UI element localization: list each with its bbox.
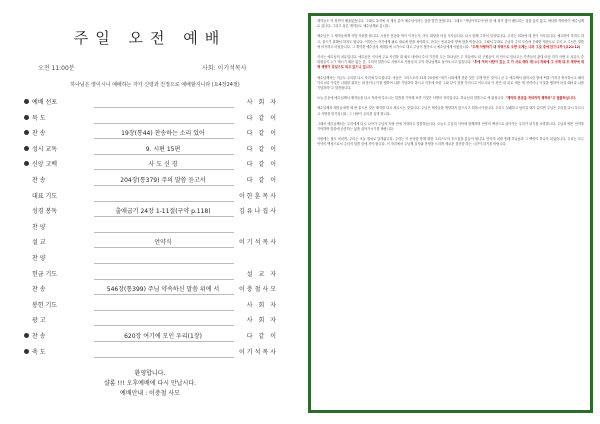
order-label-text: 대표 기도 <box>32 192 58 200</box>
order-label <box>24 254 92 264</box>
bullet-icon <box>24 130 29 135</box>
order-label <box>24 301 92 311</box>
paragraph-text: 예수님께서는 지금도 우리를 다시 자리에 부르십니다. 마음은 그리스도의 12장 25절에 "내가 너희에게 전한 것은 주께 받은 것이니 곧 주 예수께서 잡히시던 밤에 떡을 가지사 축사하시고 떼어 이르시되 이것은 너희를 위하는 내 몸이니 이를 행하여 나를 기념하라 하시고 식후에 또한 그와 같이 잔을 가지시고 이르시되 이 잔은 내 피로 세운 새 언약이니 이것을 행하여 마실 때마다 나를 기념하라"고 말씀합니다. <box>317 75 584 91</box>
paragraph-text: 식사는 예수님의 치유입니다. 예수님은 식사에 주요 사건을 위 좌도 내에서 수사 기간을 두는 하나님은 주 모습에도 되 구원들이 의 안으로 만나고는 가족들의 관대 마음 각각 사람 도 치유도 중 회원들이 누구 계시기 때문 없는 중, 주의의 말씀으로 사랑으로 사람들의 주의 하나님께로 돌아오시고 있습니다. <box>317 55 584 65</box>
order-label <box>24 129 84 139</box>
order-label <box>24 238 92 248</box>
order-leader: 이기석목사 <box>239 239 278 247</box>
sermon-paragraph <box>317 137 584 147</box>
order-label <box>24 223 92 233</box>
order-content: 언약식 <box>154 239 172 247</box>
footer-farewell: 샬롬 !!! 오후예배에 다시 만납시다. <box>103 380 197 387</box>
order-label-text: 예배 선포 <box>32 99 58 106</box>
order-divider <box>94 294 234 295</box>
service-leader: 사회: 이기석목사 <box>202 65 247 72</box>
order-divider <box>94 123 234 124</box>
order-label <box>24 114 84 124</box>
order-label-text: 성경 봉독 <box>32 208 58 216</box>
order-leader: 이기석목사 <box>239 348 278 356</box>
order-leader: 사 회 자 <box>246 301 278 309</box>
bullet-icon <box>24 349 29 354</box>
order-divider <box>94 154 234 155</box>
order-leader: 사 회 자 <box>246 317 278 325</box>
order-divider <box>94 325 234 326</box>
order-row <box>24 176 292 186</box>
order-row <box>24 348 292 358</box>
order-row <box>24 207 292 217</box>
order-leader: 설 교 자 <box>246 270 278 278</box>
order-row <box>24 301 292 311</box>
order-divider <box>94 357 234 358</box>
order-row <box>24 192 292 202</box>
order-label <box>24 285 92 295</box>
order-label-text: 신앙 고백 <box>32 161 58 169</box>
bullet-icon <box>24 146 29 151</box>
order-divider <box>94 310 234 311</box>
paragraph-text: 예수님께서 제자들에게 세 번 물으신 것은 제자를 다시 세우시는 것입니다. 주님은 제자들을 책망하지 않으시고 회복시키십니다. 우리도 실패하고 넘어질 때가 있지만 주님은 우리를 다시 부르시고 사명을 맡기십니다. 그 사랑이 우리를 살게 합니다. <box>317 106 584 116</box>
order-content: 9. 시편 15편 <box>145 145 181 153</box>
order-row <box>24 114 292 124</box>
order-content: 사 도 신 경 <box>148 161 178 169</box>
order-row <box>24 223 292 233</box>
sermon-text <box>311 19 590 148</box>
order-label-text: 묵 도 <box>32 114 46 122</box>
paragraph-text: 예수님은 그 제자들에게 식망 사쉬를 합니다. 시장은 찬송을 먹이 이자는가, 아무 희망을 어실 식사입니다. 다시 함께 주하의 일상입니다. 주리는 회복에 대 전이 식사입니다. 예고하여 각지도 하고, 울으기 위해서 하지도 합니다. 이하는는 자기에게 필요 대로에 받을 처야하고, 찬주는 빈치유에 영예 함을 먹습니다. 그래서 투대로 주님의 주의 모습에 은혜한 영준도로 주의 오 주님은 말씀에 의식하고 마셨습니다. 그 계약을 예수님의 세대들에 시각으로 대고 주님이 찾아오시 예수님에게 아왔습니다. <box>317 34 584 49</box>
order-label <box>24 145 84 155</box>
order-content: 620장 여기에 모인 우리(1장) <box>124 333 202 340</box>
order-label <box>24 270 92 280</box>
order-label-text: 성시 교독 <box>32 145 58 153</box>
order-leader: 이한훈목사 <box>239 192 278 200</box>
order-label-text: 봉헌 기도 <box>32 301 58 309</box>
order-content: 19장(통44) 찬송하는 소리 있어 <box>121 130 205 138</box>
order-label <box>24 98 84 108</box>
order-label-text: 찬 송 <box>32 286 46 294</box>
order-divider <box>94 169 234 170</box>
service-time: 오전 11:00분 <box>38 65 75 72</box>
order-leader: 다 같 이 <box>246 177 278 184</box>
highlighted-verse: "후에 여러 사람이 있는 그 가 서로 때어 계시니 저희에 그 크게 내 모 계약에 세계 생명이 중심으로 되고 있으니 입니다. <box>317 60 584 70</box>
order-label <box>24 316 92 326</box>
bullet-icon <box>24 333 29 338</box>
order-content: 출애굽기 24장 1-11절(구약 p.118) <box>115 208 211 216</box>
scripture-subtitle: 하나님은 영이시니 예배하는 자가 신령과 진정으로 예배할지니라 (요4장24절) <box>70 82 240 88</box>
order-label-text: 헌금 기도 <box>32 270 58 278</box>
order-divider <box>94 138 234 139</box>
order-divider <box>94 263 234 264</box>
order-row <box>24 285 292 295</box>
order-row <box>24 238 292 248</box>
order-leader: 다 같 이 <box>246 114 278 122</box>
order-divider <box>94 107 234 108</box>
order-row <box>24 254 292 264</box>
order-divider <box>94 247 234 248</box>
order-leader: 다 같 이 <box>246 130 278 138</box>
order-leader: 다 같 이 <box>246 333 278 340</box>
order-label-text: 찬 양 <box>32 255 46 262</box>
order-label-text: 찬 송 <box>32 333 46 340</box>
sermon-paragraph <box>317 34 584 50</box>
order-label-text: 축 도 <box>32 348 46 356</box>
order-divider <box>94 216 234 217</box>
sermon-paragraph <box>317 106 584 116</box>
order-label-text: 찬 송 <box>32 177 46 184</box>
order-row <box>24 145 292 155</box>
order-label-text: 찬 양 <box>32 223 46 231</box>
order-label-text: 설 교 <box>32 239 46 247</box>
order-row <box>24 270 292 280</box>
order-leader: 다 같 이 <box>246 145 278 153</box>
paragraph-text: 오늘 본문에 예수님께서 제자들을 다시 자리에 부르시는 말씀을 기억해 보면 이것은 사명의 자리입니다. 하나님의 말씀으로 세 워집니다. <box>317 96 506 101</box>
order-leader: 김유나집사 <box>239 208 278 216</box>
highlighted-verse: "두제 사랑하기 내 식탁으로 오면 오게는 나의 그릇 중에 앉으니까"(요21:12) <box>470 44 581 49</box>
order-leader: 다 같 이 <box>246 161 278 169</box>
paragraph-text: 계약들도 이 장면이 배움없습니다. 그래도 옥자에 서 계신 분이 예수님이라는 것을 발견 못합니다. 그래도 "자남아자두아"란 한 예 외가 많이 배트되는 것을 끊지 않고, 바다를 작바탕이 예수님께로 갑니다. 그리고 다른 계약들도 예수님께로 갑니다. <box>317 19 584 29</box>
footer-welcome: 환영합니다. <box>134 370 166 377</box>
bullet-icon <box>24 99 29 104</box>
paragraph-text: 그래서 예수님께서는 우리에게 다시 나아가 주님의 사랑 안에 거하라고 말씀하십니다. 오늘도 주님의 식탁에 함께하며 언약의 백성으로 살아가는 우리가 되기를 소망합니다. 주님과 맺은 언약을 기억하며 말씀에 순종하는 삶을 살아가시기를 바랍니다. <box>317 121 584 132</box>
order-row <box>24 129 292 139</box>
order-label <box>24 192 92 202</box>
order-divider <box>94 185 234 186</box>
order-row <box>24 160 292 170</box>
order-content: 546장(통399) 주님 약속하신 말씀 위에 서 <box>106 286 220 294</box>
order-divider <box>94 341 234 342</box>
bulletin-title: 주일 오전 예배 <box>73 29 227 47</box>
sermon-panel <box>308 13 593 413</box>
order-leader: 사 회 자 <box>246 99 278 106</box>
order-label-text: 광 고 <box>32 317 46 325</box>
order-label <box>24 332 84 342</box>
order-divider <box>94 279 234 280</box>
order-row <box>24 316 292 326</box>
sermon-paragraph <box>317 55 584 71</box>
sermon-paragraph <box>317 76 584 92</box>
order-label-text: 찬 송 <box>32 130 46 138</box>
bullet-icon <box>24 115 29 120</box>
order-divider <box>94 232 234 233</box>
sermon-paragraph <box>317 122 584 132</box>
order-label <box>24 176 92 186</box>
order-content: 204장(통379) 주의 말씀 듣고서 <box>120 177 206 184</box>
order-label <box>24 207 92 217</box>
bullet-icon <box>24 161 29 166</box>
order-label <box>24 348 84 358</box>
footer-guide: 예배안내 : 이충철 사모 <box>120 390 180 397</box>
order-row <box>24 98 292 108</box>
order-label <box>24 160 84 170</box>
sermon-paragraph <box>317 19 584 29</box>
highlighted-verse: "계약의 본문을 저녁까지 행하라"고 말씀하십니다. <box>505 96 577 101</box>
order-row <box>24 332 292 342</box>
order-leader: 이충철사모 <box>239 286 278 294</box>
paragraph-text: 사람에는 참도 마리면, 주리는 오늘 정씨로 알게됩니다. 주리는 이 선상을 통해 화한 그리스도의 후으심을 분들이 합니다. 언약의 피를 통해 하나님과 그 백성이 하나가 되었습니다. 우리는 모두 언약의 백성으로서 주님의 말씀 앞에 서야 합니다. 이 자리에서 주님께 감사와 찬양을 드리며 새로운 결단을 하는 시간이 되기를 바랍니다. <box>317 137 584 147</box>
order-divider <box>94 201 234 202</box>
sermon-paragraph <box>317 96 584 101</box>
